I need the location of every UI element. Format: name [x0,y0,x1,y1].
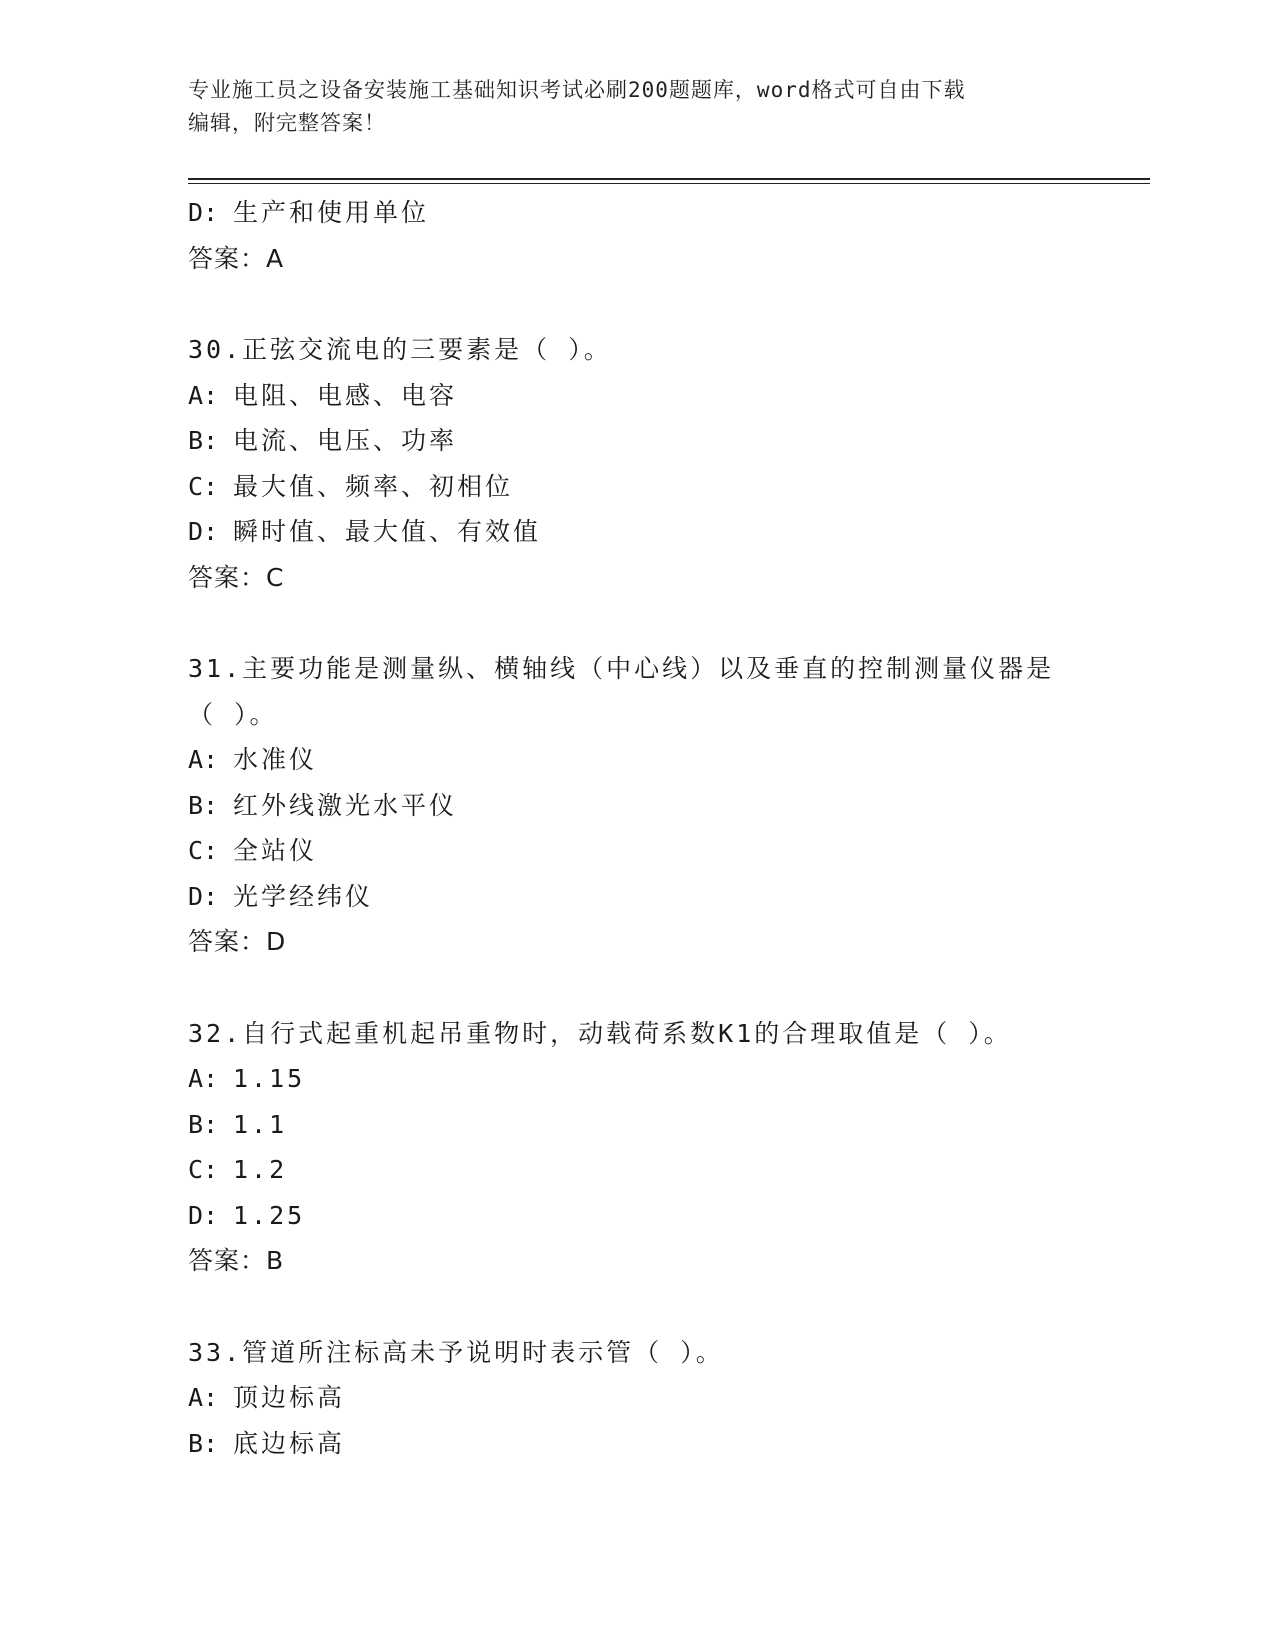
option-d [188,1193,1088,1239]
option-a [188,737,1088,783]
option-text: 1.15 [233,1064,306,1093]
option-c [188,464,1088,510]
option-a [188,1375,1088,1421]
answer-31: 答案：D [188,927,287,956]
option-label: B: [188,790,219,820]
option-label: A: [188,1064,219,1093]
option-b [188,418,1088,464]
answer-30: 答案：C [188,562,285,592]
option-label: D: [188,517,219,546]
option-text: 生产和使用单位 [233,198,430,227]
option-label: C: [188,471,219,501]
option-label: B: [188,1109,219,1139]
option-text: 光学经纬仪 [233,881,374,911]
option-a [188,1056,1088,1102]
option-d [188,509,1088,555]
question-list [188,190,1088,1466]
option-c [188,828,1088,874]
option-b [188,783,1088,829]
option-label: D: [188,881,219,911]
document-header [188,74,1088,140]
header-divider-thick [188,178,1150,180]
option-d [188,190,1088,236]
option-text: 全站仪 [233,836,318,865]
option-text: 电流、电压、功率 [233,426,458,455]
option-b [188,1102,1088,1148]
option-label: C: [188,836,219,865]
question-stem-32: 32.自行式起重机起吊重物时，动载荷系数K1的合理取值是（ ）。 [188,1018,1012,1048]
option-text: 底边标高 [233,1428,346,1458]
question-stem-31: 31.主要功能是测量纵、横轴线（中心线）以及垂直的控制测量仪器是 [188,654,1055,683]
option-label: A: [188,745,219,774]
header-title-line-2: 编辑，附完整答案！ [188,111,386,135]
option-text: 水准仪 [233,745,318,774]
option-text: 电阻、电感、电容 [233,380,458,410]
option-d [188,874,1088,920]
option-label: A: [188,380,219,410]
option-text: 最大值、频率、初相位 [233,471,514,501]
option-label: D: [188,198,219,227]
option-text: 1.25 [233,1200,306,1230]
option-label: D: [188,1200,219,1230]
header-title-line-1: 专业施工员之设备安装施工基础知识考试必刷200题题库，word格式可自由下载 [188,78,966,102]
option-text: 顶边标高 [233,1383,346,1412]
option-b [188,1421,1088,1467]
question-stem-30: 30.正弦交流电的三要素是（ ）。 [188,335,612,364]
option-label: C: [188,1155,219,1184]
option-label: A: [188,1383,219,1412]
answer-29: 答案：A [188,243,285,273]
option-text: 红外线激光水平仪 [233,790,458,820]
option-text: 1.1 [233,1109,288,1139]
option-label: B: [188,426,219,455]
option-text: 1.2 [233,1155,288,1184]
option-label: B: [188,1428,219,1458]
option-a [188,373,1088,419]
question-stem-31-cont: （ ）。 [188,699,278,729]
answer-32: 答案：B [188,1246,285,1275]
header-divider-thin [188,183,1150,184]
option-text: 瞬时值、最大值、有效值 [233,517,542,546]
option-c [188,1147,1088,1193]
question-stem-33: 33.管道所注标高未予说明时表示管（ ）。 [188,1337,724,1367]
